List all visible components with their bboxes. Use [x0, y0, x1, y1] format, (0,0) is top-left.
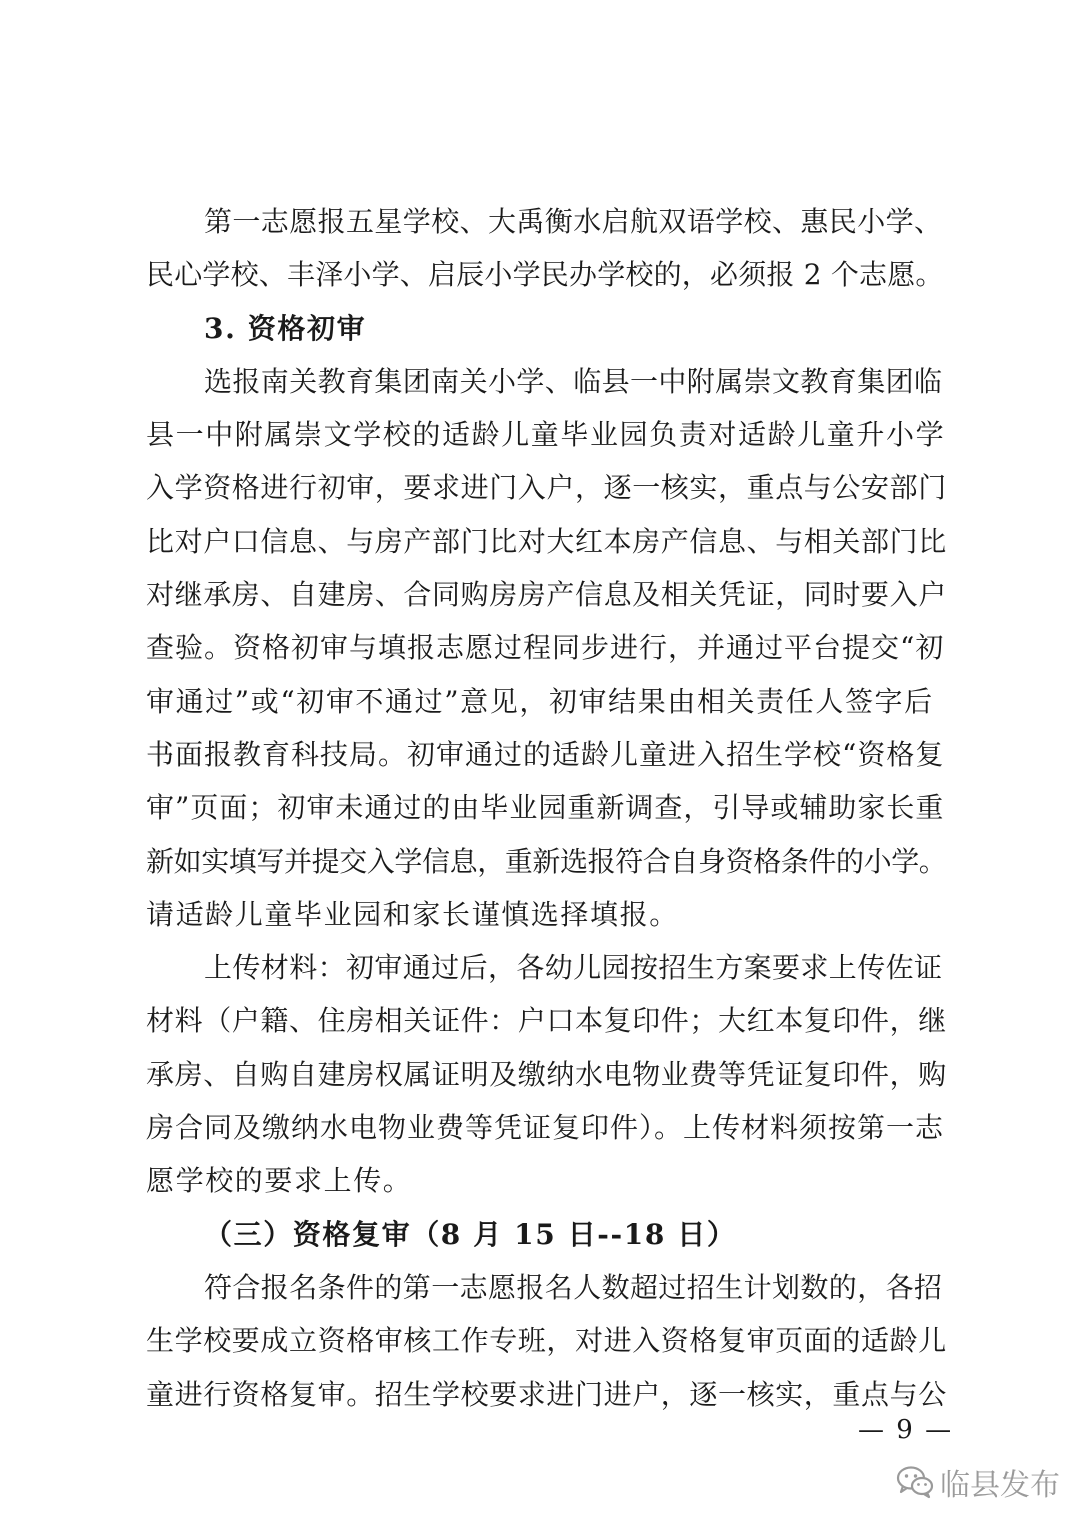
document-body	[146, 195, 946, 1421]
text-line: 查验。资格初审与填报志愿过程同步进行，并通过平台提交“初	[146, 631, 945, 665]
text-line: 承房、自购自建房权属证明及缴纳水电物业费等凭证复印件，购	[146, 1057, 947, 1091]
text-line: 材料（户籍、住房相关证件：户口本复印件；大红本复印件，继	[146, 1004, 947, 1038]
page-number: — 9 —	[858, 1415, 954, 1445]
text-line: 童进行资格复审。招生学校要求进门进户，逐一核实，重点与公	[146, 1377, 947, 1411]
text-line: 县一中附属崇文学校的适龄儿童毕业园负责对适龄儿童升小学	[146, 418, 946, 452]
text-line: 上传材料：初审通过后，各幼儿园按招生方案要求上传佐证	[204, 951, 943, 985]
text-line: 书面报教育科技局。初审通过的适龄儿童进入招生学校“资格复	[146, 737, 945, 771]
text-line: 生学校要成立资格审核工作专班，对进入资格复审页面的适龄儿	[146, 1324, 947, 1358]
section-heading: 3. 资格初审	[204, 311, 367, 345]
text-line: 符合报名条件的第一志愿报名人数超过招生计划数的，各招	[204, 1270, 943, 1304]
text-line: 房合同及缴纳水电物业费等凭证复印件）。上传材料须按第一志	[146, 1111, 945, 1145]
text-line: 审”页面；初审未通过的由毕业园重新调查，引导或辅助家长重	[146, 791, 945, 825]
text-line: 愿学校的要求上传。	[146, 1164, 413, 1198]
wechat-icon	[896, 1465, 934, 1499]
text-line: 比对户口信息、与房产部门比对大红本房产信息、与相关部门比	[146, 524, 947, 558]
text-line: 民心学校、丰泽小学、启辰小学民办学校的，必须报 2 个志愿。	[146, 258, 944, 292]
text-line: 请适龄儿童毕业园和家长谨慎选择填报。	[146, 897, 679, 931]
watermark-label: 临县发布	[940, 1468, 1060, 1503]
text-line: 入学资格进行初审，要求进门入户，逐一核实，重点与公安部门	[146, 471, 947, 505]
watermark	[896, 1462, 1060, 1502]
section-heading: （三）资格复审（8 月 15 日--18 日）	[204, 1217, 737, 1251]
text-line: 选报南关教育集团南关小学、临县一中附属崇文教育集团临	[204, 364, 943, 398]
text-line: 对继承房、自建房、合同购房房产信息及相关凭证，同时要入户	[146, 578, 947, 612]
text-line: 新如实填写并提交入学信息，重新选报符合自身资格条件的小学。	[146, 844, 947, 878]
text-line: 第一志愿报五星学校、大禹衡水启航双语学校、惠民小学、	[204, 205, 943, 238]
text-line: 审通过”或“初审不通过”意见，初审结果由相关责任人签字后	[146, 684, 934, 718]
